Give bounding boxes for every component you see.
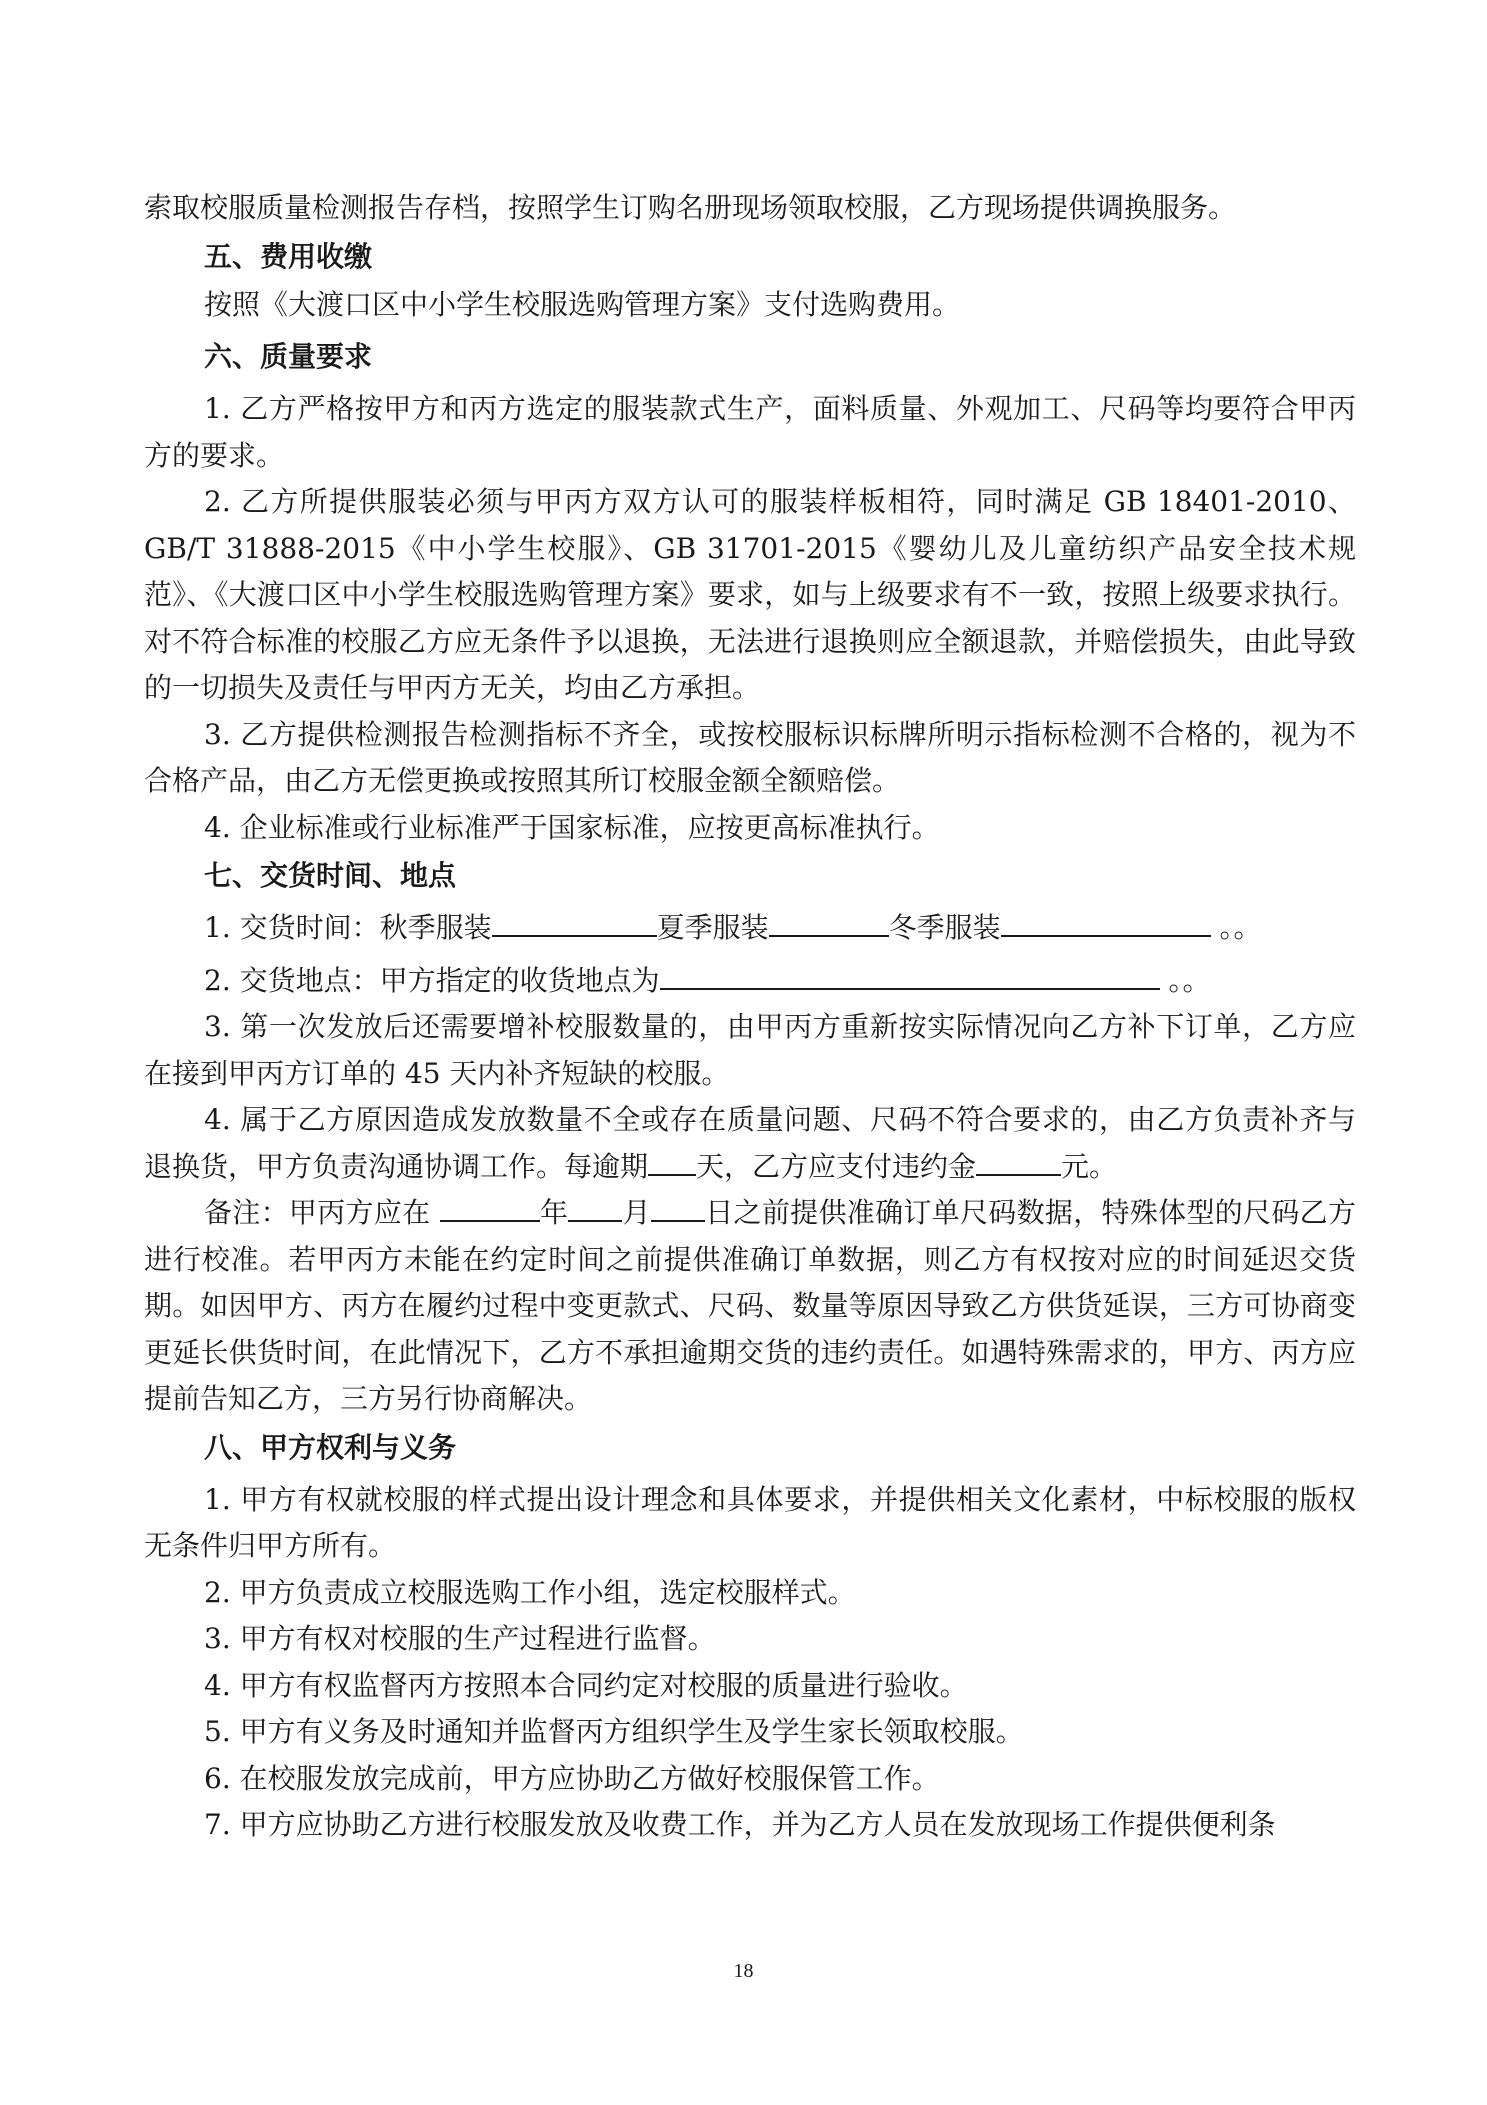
section-7-item-3: 3. 第一次发放后还需要增补校服数量的，由甲丙方重新按实际情况向乙方补下订单，乙方应在接到甲丙方订单的 45 天内补齐短缺的校服。 (144, 1010, 1356, 1090)
section-5-paragraph: 按照《大渡口区中小学生校服选购管理方案》支付选购费用。 (204, 287, 961, 321)
note-day-blank (651, 1194, 705, 1222)
section-8-item-2: 2. 甲方负责成立校服选购工作小组，选定校服样式。 (204, 1575, 856, 1609)
autumn-date-blank (492, 909, 657, 937)
month-label: 月 (622, 1196, 651, 1229)
winter-label: 冬季服装 (888, 911, 1001, 944)
section-6-item-3: 3. 乙方提供检测报告检测指标不齐全，或按校服标识标牌所明示指标检测不合格的，视为不合格产品，由乙方无偿更换或按照其所订校服金额全额赔偿。 (144, 717, 1356, 797)
note-year-blank (440, 1194, 540, 1222)
section-8-heading: 八、甲方权利与义务 (204, 1430, 457, 1464)
yuan-label: 元。 (1061, 1149, 1118, 1183)
section-7-item-1 (144, 905, 1356, 952)
document-body (144, 185, 1356, 1849)
year-label: 年 (539, 1196, 569, 1229)
delivery-place-blank (660, 962, 1160, 990)
note-label: 备注：甲丙方应在 (204, 1196, 440, 1229)
section-7-heading: 七、交货时间、地点 (204, 859, 457, 892)
penalty-amount-blank (976, 1148, 1061, 1176)
summer-date-blank (769, 909, 889, 937)
section-7-item-2 (144, 958, 1356, 1005)
penalty-label: 天，乙方应支付违约金 (696, 1149, 977, 1183)
note-month-blank (568, 1194, 622, 1222)
section-6-item-2: 2. 乙方所提供服装必须与甲丙方双方认可的服装样板相符，同时满足 GB 18401-2010、GB/T 31888-2015《中小学生校服》、GB 31701-2015《婴幼儿及儿童纺织产品安全技术规范》、《大渡口区中小学生校服选购管理方案》要求，如与上级要求有不一致，按照上级要求执行。对不符合标准的校服乙方应无条件予以退换，无法进行退换则应全额退款，并赔偿损失，由此导致的一切损失及责任与甲丙方无关，均由乙方承担。 (144, 485, 1356, 704)
section-7-item-4-text: 4. 属于乙方原因造成发放数量不全或存在质量问题、尺码不符合要求的，由乙方负责补齐与退换货，甲方负责沟通协调工作。每逾期 (144, 1103, 1356, 1183)
delivery-place-label: 2. 交货地点：甲方指定的收货地点为 (204, 963, 660, 997)
section-6-item-4: 4. 企业标准或行业标准严于国家标准，应按更高标准执行。 (204, 810, 940, 844)
winter-date-blank (1001, 909, 1211, 937)
section-5-heading: 五、费用收缴 (204, 239, 373, 273)
note-text: 日之前提供准确订单尺码数据，特殊体型的尺码乙方进行校准。若甲丙方未能在约定时间之前提供准确订单数据，则乙方有权按对应的时间延迟交货期。如因甲方、丙方在履约过程中变更款式、尺码、数量等原因导致乙方供货延误，三方可协商变更延长供货时间，在此情况下，乙方不承担逾期交货的违约责任。如遇特殊需求的，甲方、丙方应提前告知乙方，三方另行协商解决。 (144, 1196, 1356, 1415)
section-8-item-5: 5. 甲方有义务及时通知并监督丙方组织学生及学生家长领取校服。 (204, 1715, 1024, 1748)
section-8-item-4: 4. 甲方有权监督丙方按照本合同约定对校服的质量进行验收。 (204, 1668, 968, 1702)
page-number: 18 (733, 1960, 754, 1982)
section-8-item-3: 3. 甲方有权对校服的生产过程进行监督。 (204, 1622, 716, 1655)
summer-label: 夏季服装 (656, 911, 769, 944)
delivery-time-label: 1. 交货时间：秋季服装 (204, 911, 492, 944)
section-6-item-1: 1. 乙方严格按甲方和丙方选定的服装款式生产，面料质量、外观加工、尺码等均要符合甲丙方的要求。 (144, 392, 1356, 472)
section-7-item-1-end: 。。 (1210, 911, 1262, 944)
overdue-days-blank (648, 1148, 696, 1176)
section-8-item-1: 1. 甲方有权就校服的样式提出设计理念和具体要求，并提供相关文化素材，中标校服的版权无条件归甲方所有。 (144, 1482, 1356, 1562)
section-8-item-6: 6. 在校服发放完成前，甲方应协助乙方做好校服保管工作。 (204, 1761, 940, 1795)
section-8-item-7: 7. 甲方应协助乙方进行校服发放及收费工作，并为乙方人员在发放现场工作提供便利条 (204, 1808, 1276, 1841)
section-7-item-4 (144, 1097, 1356, 1190)
continued-paragraph: 索取校服质量检测报告存档，按照学生订购名册现场领取校服，乙方现场提供调换服务。 (144, 191, 1237, 224)
section-6-heading: 六、质量要求 (204, 340, 373, 373)
section-7-item-2-end: 。。 (1159, 963, 1211, 997)
section-7-note (144, 1190, 1356, 1423)
